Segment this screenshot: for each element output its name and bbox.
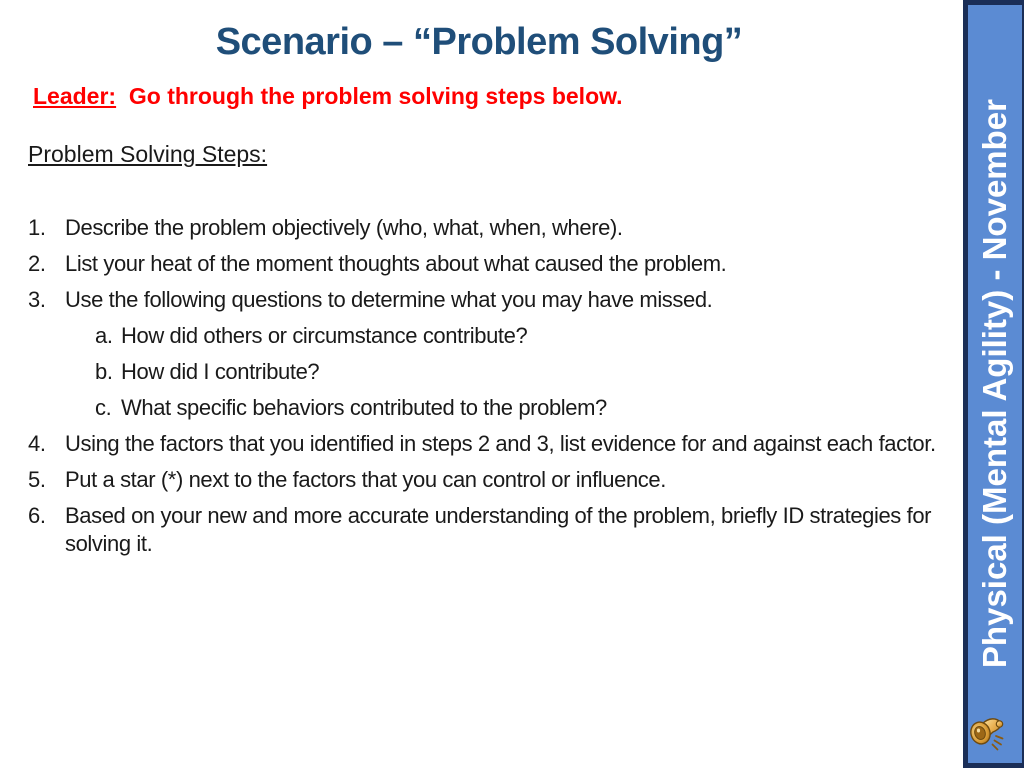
step-text: List your heat of the moment thoughts about what caused the problem. bbox=[65, 251, 727, 276]
substep-text: What specific behaviors contributed to the problem? bbox=[121, 395, 607, 420]
leader-note bbox=[33, 82, 958, 110]
slide-title: Scenario – “Problem Solving” bbox=[215, 21, 743, 63]
substep-letter: a. bbox=[95, 323, 113, 348]
substep-letter: b. bbox=[95, 359, 113, 384]
substep-item bbox=[95, 358, 958, 386]
step-number: 3. bbox=[28, 287, 46, 312]
step-item bbox=[28, 466, 958, 494]
step-item bbox=[28, 250, 958, 278]
leader-label: Leader: bbox=[33, 83, 117, 109]
sidebar-label: Physical (Mental Agility) - November bbox=[976, 99, 1013, 669]
step-item bbox=[28, 502, 958, 558]
step-number: 6. bbox=[28, 503, 46, 528]
steps-heading: Problem Solving Steps: bbox=[28, 141, 268, 167]
step-text: Put a star (*) next to the factors that you can control or influence. bbox=[65, 467, 666, 492]
step-number: 5. bbox=[28, 467, 46, 492]
substep-text: How did others or circumstance contribute? bbox=[121, 323, 528, 348]
step-number: 1. bbox=[28, 215, 46, 240]
step-number: 4. bbox=[28, 431, 46, 456]
sidebar bbox=[963, 0, 1024, 768]
step-item bbox=[28, 286, 958, 314]
leader-text: Go through the problem solving steps below. bbox=[116, 83, 623, 109]
substep-text: How did I contribute? bbox=[121, 359, 320, 384]
substep-item bbox=[95, 394, 958, 422]
step-text: Use the following questions to determine what you may have missed. bbox=[65, 287, 713, 312]
step-item bbox=[28, 430, 958, 458]
step-item bbox=[28, 214, 958, 242]
step-number: 2. bbox=[28, 251, 46, 276]
sidebar-label-wrap bbox=[968, 5, 1022, 763]
substep-letter: c. bbox=[95, 395, 112, 420]
speaker-icon[interactable] bbox=[969, 711, 1009, 755]
step-text: Describe the problem objectively (who, what, when, where). bbox=[65, 215, 623, 240]
substep-item bbox=[95, 322, 958, 350]
steps-list bbox=[28, 214, 958, 558]
step-text: Based on your new and more accurate understanding of the problem, briefly ID strategies for solving it. bbox=[65, 503, 932, 556]
step-text: Using the factors that you identified in steps 2 and 3, list evidence for and against each factor. bbox=[65, 431, 936, 456]
